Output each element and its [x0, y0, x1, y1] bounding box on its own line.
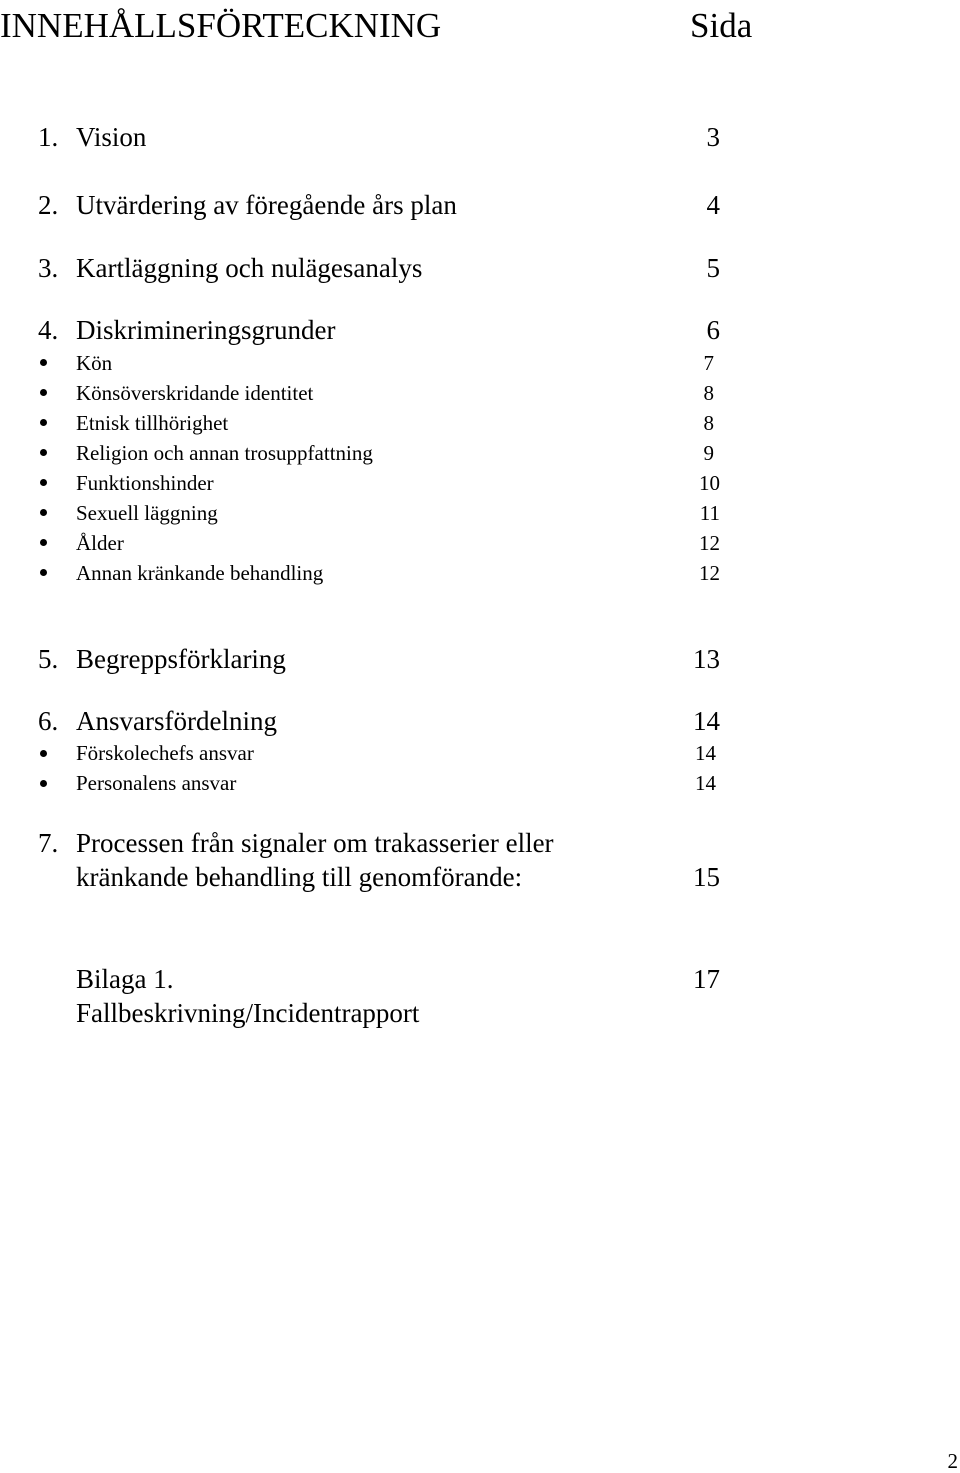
sub-label: Personalens ansvar — [76, 771, 237, 795]
page-number: 17 — [693, 964, 720, 994]
page-number: 4 — [706, 190, 720, 220]
bullet-icon — [40, 389, 47, 396]
section-number: 1. — [38, 122, 59, 152]
sub-label: Etnisk tillhörighet — [76, 411, 229, 435]
bullet-icon — [40, 479, 47, 486]
sub-page-number: 9 — [703, 441, 714, 465]
page-column-label: Sida — [690, 6, 753, 45]
page-number: 3 — [706, 122, 720, 152]
bullet-icon — [40, 539, 47, 546]
section-number: 5. — [38, 644, 59, 674]
sub-page-number: 8 — [703, 381, 714, 405]
bullet-icon — [40, 359, 47, 366]
sub-label: Förskolechefs ansvar — [76, 741, 254, 765]
section-number: 4. — [38, 315, 59, 345]
sub-label: Kön — [76, 351, 113, 375]
sub-label: Sexuell läggning — [76, 501, 218, 525]
section-label: Utvärdering av föregående års plan — [76, 190, 457, 220]
page-number: 15 — [693, 862, 720, 892]
section-label: Ansvarsfördelning — [76, 706, 277, 736]
bullet-icon — [40, 449, 47, 456]
section-label: Vision — [76, 122, 147, 152]
sub-page-number: 14 — [695, 741, 716, 765]
page-number: 5 — [706, 253, 720, 283]
appendix-label-line1: Bilaga 1. — [76, 964, 174, 994]
appendix-label-line2: Fallbeskrivning/Incidentrapport — [76, 998, 420, 1028]
bullet-icon — [40, 509, 47, 516]
section-number: 7. — [38, 828, 59, 858]
sub-label: Könsöverskridande identitet — [76, 381, 314, 405]
sub-label: Annan kränkande behandling — [76, 561, 324, 585]
bullet-icon — [40, 750, 47, 757]
section-label: Diskrimineringsgrunder — [76, 315, 336, 345]
section-label-line2: kränkande behandling till genomförande: — [76, 862, 523, 892]
footer-page-number: 2 — [947, 1449, 958, 1473]
section-number: 6. — [38, 706, 59, 736]
sub-page-number: 8 — [703, 411, 714, 435]
section-label: Kartläggning och nulägesanalys — [76, 253, 423, 283]
sub-page-number: 7 — [703, 351, 714, 375]
sub-page-number: 11 — [699, 501, 720, 525]
sub-page-number: 12 — [699, 561, 720, 585]
bullet-icon — [40, 419, 47, 426]
section-label-line1: Processen från signaler om trakasserier eller — [76, 828, 554, 858]
sub-label: Religion och annan trosuppfattning — [76, 441, 373, 465]
section-number: 3. — [38, 253, 59, 283]
toc-title: INNEHÅLLSFÖRTECKNING — [0, 6, 442, 45]
bullet-icon — [40, 569, 47, 576]
sub-label: Funktionshinder — [76, 471, 214, 495]
sub-page-number: 14 — [695, 771, 716, 795]
page-number: 14 — [693, 706, 720, 736]
page-number: 13 — [693, 644, 720, 674]
sub-page-number: 12 — [699, 531, 720, 555]
section-number: 2. — [38, 190, 59, 220]
page-number: 6 — [706, 315, 720, 345]
bullet-icon — [40, 780, 47, 787]
sub-page-number: 10 — [699, 471, 720, 495]
sub-label: Ålder — [76, 531, 124, 555]
section-label: Begreppsförklaring — [76, 644, 286, 674]
